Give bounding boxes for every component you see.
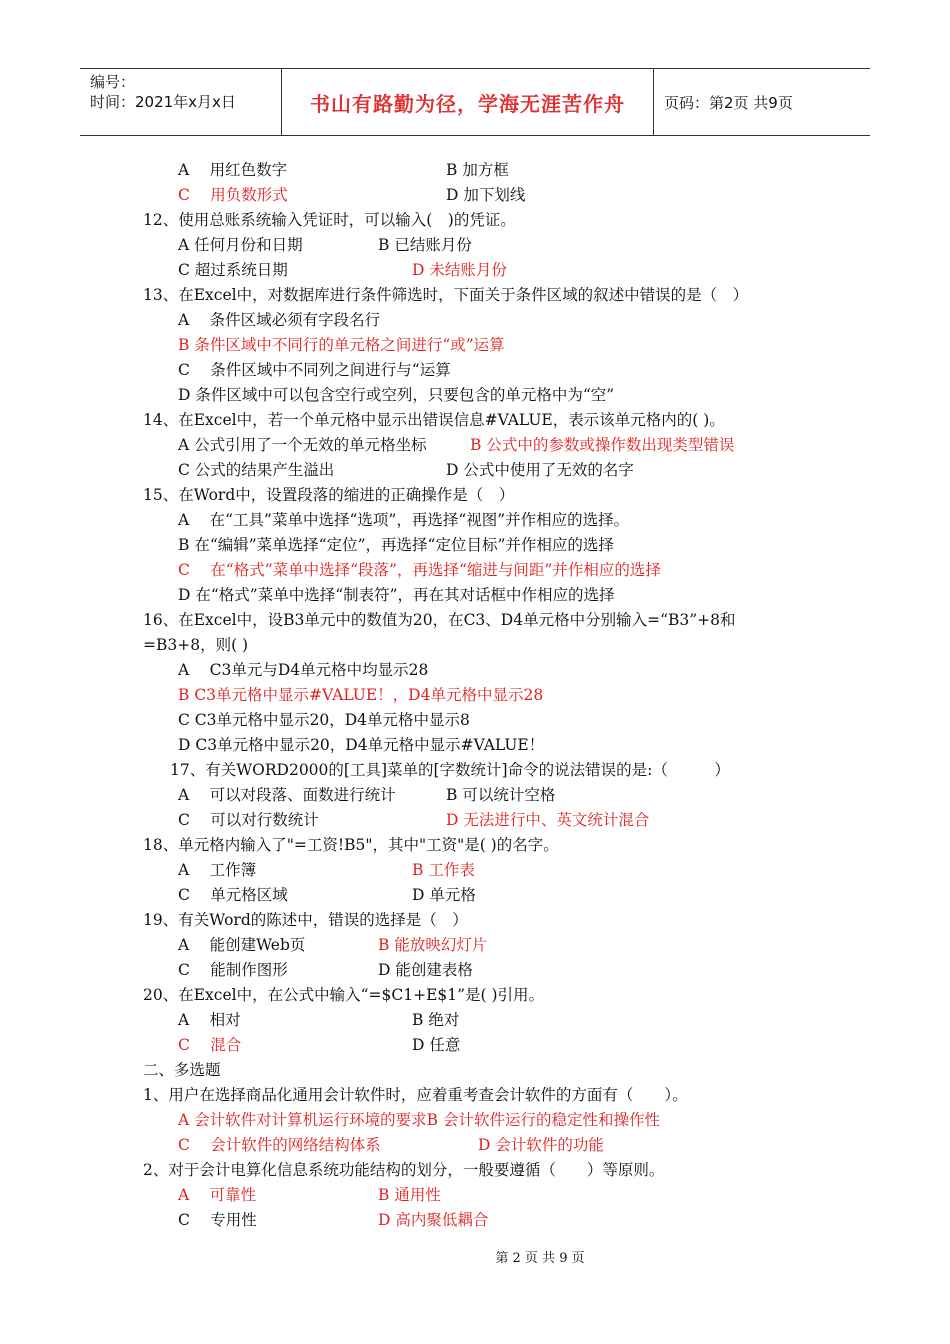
question-text-line: 17、有关WORD2000的[工具]菜单的[字数统计]命令的说法错误的是:（ ） (170, 761, 730, 779)
question-text-line: B 可以统计空格 (446, 786, 556, 804)
page-header (80, 68, 870, 136)
question-text-line: 二、多选题 (143, 1061, 221, 1079)
question-text-line: B 已结账月份 (378, 236, 472, 254)
answer-text-line: C 用负数形式 (178, 186, 288, 204)
time-label: 时间：2021年x月x日 (90, 93, 236, 111)
question-text-line: D 单元格 (412, 886, 476, 904)
question-text-line: C 条件区域中不同列之间进行与“运算 (178, 361, 451, 379)
question-text-line: 15、在Word中，设置段落的缩进的正确操作是（ ） (143, 486, 515, 504)
answer-text-line: C 会计软件的网络结构体系 (178, 1136, 381, 1154)
answer-text-line: B 公式中的参数或操作数出现类型错误 (470, 436, 735, 454)
motto: 书山有路勤为径，学海无涯苦作舟 (310, 91, 625, 116)
header-meta-cell (80, 69, 282, 135)
question-text-line: 19、有关Word的陈述中，错误的选择是（ ） (143, 911, 468, 929)
answer-text-line: D 无法进行中、英文统计混合 (446, 811, 650, 829)
question-text-line: 1、用户在选择商品化通用会计软件时，应着重考查会计软件的方面有（ ）。 (143, 1086, 688, 1104)
question-text-line: C 公式的结果产生溢出 (178, 461, 335, 479)
question-text-line: 16、在Excel中，设B3单元中的数值为20，在C3、D4单元格中分别输入=“B3”+8和 (143, 611, 736, 629)
answer-text-line: C 混合 (178, 1036, 242, 1054)
question-text-line: A 可以对段落、面数进行统计 (178, 786, 396, 804)
question-text-line: D 加下划线 (446, 186, 526, 204)
question-text-line: D 能创建表格 (378, 961, 473, 979)
page-footer (0, 1247, 950, 1266)
footer-page-number: 第 2 页 共 9 页 (495, 1251, 585, 1266)
number-label: 编号： (90, 73, 136, 91)
answer-text-line: D 会计软件的功能 (478, 1136, 604, 1154)
question-text-line: 20、在Excel中，在公式中输入“=$C1+E$1”是( )引用。 (143, 986, 545, 1004)
question-text-line: A 用红色数字 (178, 161, 288, 179)
question-text-line: 13、在Excel中，对数据库进行条件筛选时，下面关于条件区域的叙述中错误的是（ ） (143, 286, 749, 304)
page-info: 页码：第2页 共9页 (664, 93, 793, 112)
question-text-line: A 在“工具”菜单中选择“选项”，再选择“视图”并作相应的选择。 (178, 511, 630, 529)
question-text-line: A 公式引用了一个无效的单元格坐标 (178, 436, 427, 454)
answer-text-line: C 在“格式”菜单中选择“段落”，再选择“缩进与间距”并作相应的选择 (178, 561, 661, 579)
answer-text-line: D 未结账月份 (412, 261, 507, 279)
answer-text-line: B 通用性 (378, 1186, 441, 1204)
header-page-cell (654, 69, 870, 135)
question-text-line: C 能制作图形 (178, 961, 288, 979)
answer-text-line: D 高内聚低耦合 (378, 1211, 489, 1229)
question-text-line: 12、使用总账系统输入凭证时，可以输入( )的凭证。 (143, 211, 516, 229)
question-text-line: D C3单元格中显示20，D4单元格中显示#VALUE！ (178, 736, 545, 754)
header-motto-cell (282, 69, 654, 135)
answer-text-line: A 会计软件对计算机运行环境的要求B 会计软件运行的稳定性和操作性 (178, 1111, 660, 1129)
question-text-line: A 工作簿 (178, 861, 257, 879)
question-text-line: 2、对于会计电算化信息系统功能结构的划分，一般要遵循（ ）等原则。 (143, 1161, 665, 1179)
question-text-line: A 能创建Web页 (178, 936, 306, 954)
question-text-line: B 绝对 (412, 1011, 460, 1029)
question-text-line: D 公式中使用了无效的名字 (446, 461, 634, 479)
question-text-line: D 任意 (412, 1036, 461, 1054)
question-text-line: A 条件区域必须有字段名行 (178, 311, 381, 329)
question-text-line: D 在“格式”菜单中选择“制表符”，再在其对话框中作相应的选择 (178, 586, 615, 604)
question-text-line: B 加方框 (446, 161, 509, 179)
answer-text-line: B 工作表 (412, 861, 475, 879)
question-text-line: C 专用性 (178, 1211, 257, 1229)
question-text-line: C 超过系统日期 (178, 261, 288, 279)
answer-text-line: B 条件区域中不同行的单元格之间进行“或”运算 (178, 336, 505, 354)
question-text-line: =B3+8，则( ) (143, 636, 249, 654)
question-text-line: C 单元格区域 (178, 886, 288, 904)
question-text-line: A C3单元与D4单元格中均显示28 (178, 661, 429, 679)
question-text-line: 14、在Excel中，若一个单元格中显示出错误信息#VALUE，表示该单元格内的( )。 (143, 411, 725, 429)
question-text-line: D 条件区域中可以包含空行或空列，只要包含的单元格中为“空” (178, 386, 615, 404)
answer-text-line: A 可靠性 (178, 1186, 257, 1204)
question-text-line: A 相对 (178, 1011, 241, 1029)
answer-text-line: B C3单元格中显示#VALUE！，D4单元格中显示28 (178, 686, 544, 704)
question-text-line: B 在“编辑”菜单选择“定位”，再选择“定位目标”并作相应的选择 (178, 536, 614, 554)
question-text-line: A 任何月份和日期 (178, 236, 303, 254)
question-text-line: C C3单元格中显示20，D4单元格中显示8 (178, 711, 470, 729)
question-text-line: C 可以对行数统计 (178, 811, 319, 829)
answer-text-line: B 能放映幻灯片 (378, 936, 488, 954)
question-text-line: 18、单元格内输入了"=工资!B5"，其中"工资"是( )的名字。 (143, 836, 559, 854)
